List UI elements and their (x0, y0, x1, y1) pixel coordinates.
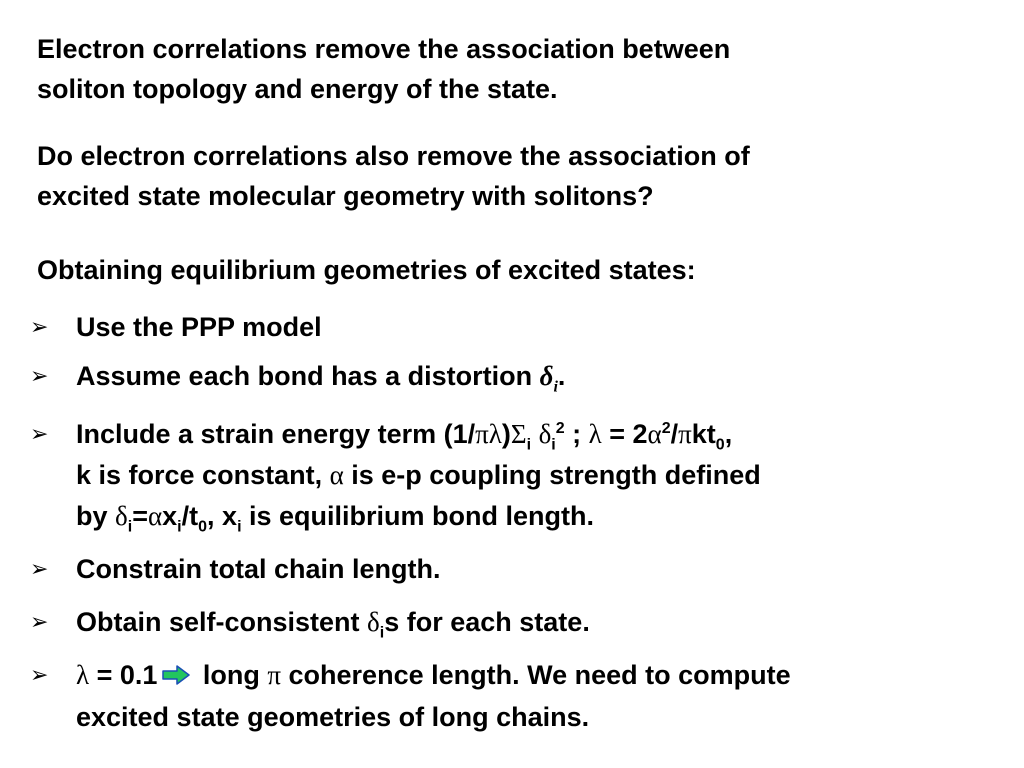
bullet-arrow-icon: ➢ (30, 557, 49, 582)
alpha-symbol: α (647, 419, 662, 449)
text-segment: , x (207, 501, 238, 531)
superscript: 2 (555, 420, 565, 437)
lambda-symbol: λ (76, 660, 90, 690)
bullet-text: Constrain total chain length. (76, 554, 441, 584)
subscript: i (526, 436, 532, 454)
bullet-arrow-icon: ➢ (30, 315, 49, 340)
bullet-text: Use the PPP model (76, 312, 322, 342)
pi-symbol: π (678, 419, 692, 449)
text-segment: = 0.1 (89, 660, 158, 690)
text-segment: kt (691, 419, 716, 449)
delta-symbol: δ (367, 607, 380, 637)
lambda-symbol: λ (488, 419, 502, 449)
text-segment: s for each state. (384, 607, 590, 637)
bullet-arrow-icon: ➢ (30, 422, 49, 447)
alpha-symbol: α (329, 460, 344, 490)
bullet-text (76, 602, 1016, 643)
delta-symbol: δ (539, 361, 554, 391)
bullet-arrow-icon: ➢ (30, 364, 49, 389)
force-constant-line (76, 455, 1016, 496)
long-chains-line: excited state geometries of long chains. (76, 702, 590, 733)
text-segment: , (724, 419, 733, 449)
bullet-arrow-icon: ➢ (30, 663, 49, 688)
strain-energy-line (76, 414, 1016, 455)
delta-symbol: δ (115, 501, 128, 531)
text-segment: long (195, 660, 268, 690)
pi-symbol: π (267, 660, 282, 690)
delta-symbol: δ (538, 419, 552, 449)
text-segment: ; (564, 419, 589, 449)
text-segment: = 2 (601, 419, 648, 449)
text-segment: coherence length. We need to compute (281, 660, 791, 690)
right-arrow-icon (161, 656, 191, 697)
alpha-symbol: α (147, 501, 163, 531)
text-segment: k is force constant, (76, 460, 330, 490)
subscript: 0 (198, 518, 208, 536)
lambda-symbol: λ (588, 419, 602, 449)
intro-paragraph (37, 29, 997, 109)
text-segment: Include a strain energy term (1/ (76, 419, 476, 449)
text-segment: . (557, 361, 566, 391)
bullet-text (76, 356, 1016, 397)
subscript: i (177, 518, 182, 536)
paragraph-line: Electron correlations remove the association between (37, 34, 731, 64)
paragraph-line: Do electron correlations also remove the association of (37, 141, 750, 171)
question-paragraph (37, 136, 997, 216)
heading-text: Obtaining equilibrium geometries of excited states: (37, 255, 696, 285)
definition-line (76, 496, 1016, 537)
paragraph-line: excited state molecular geometry with solitons? (37, 181, 654, 211)
subscript: i (551, 436, 556, 454)
pi-symbol: π (475, 419, 489, 449)
subscript: i (237, 518, 242, 536)
text-segment: Assume each bond has a distortion (76, 361, 540, 391)
coherence-line (76, 655, 1016, 697)
superscript: 2 (661, 420, 671, 437)
text-segment: /t (181, 501, 199, 531)
paragraph-line: soliton topology and energy of the state. (37, 74, 558, 104)
text-segment: Obtain self-consistent (76, 607, 368, 637)
subscript: 0 (715, 436, 725, 454)
subscript: i (553, 378, 558, 396)
text-segment: by (76, 501, 116, 531)
text-segment: = (132, 501, 148, 531)
sigma-symbol: Σ (510, 419, 527, 449)
text-segment: is e-p coupling strength defined (343, 460, 761, 490)
subscript: i (379, 624, 385, 642)
text-segment: / (670, 419, 679, 449)
text-segment: is equilibrium bond length. (241, 501, 595, 531)
text-segment: ) (501, 419, 511, 449)
subscript: i (127, 518, 133, 536)
section-heading (37, 250, 997, 290)
text-segment: x (162, 501, 178, 531)
bullet-arrow-icon: ➢ (30, 610, 49, 635)
